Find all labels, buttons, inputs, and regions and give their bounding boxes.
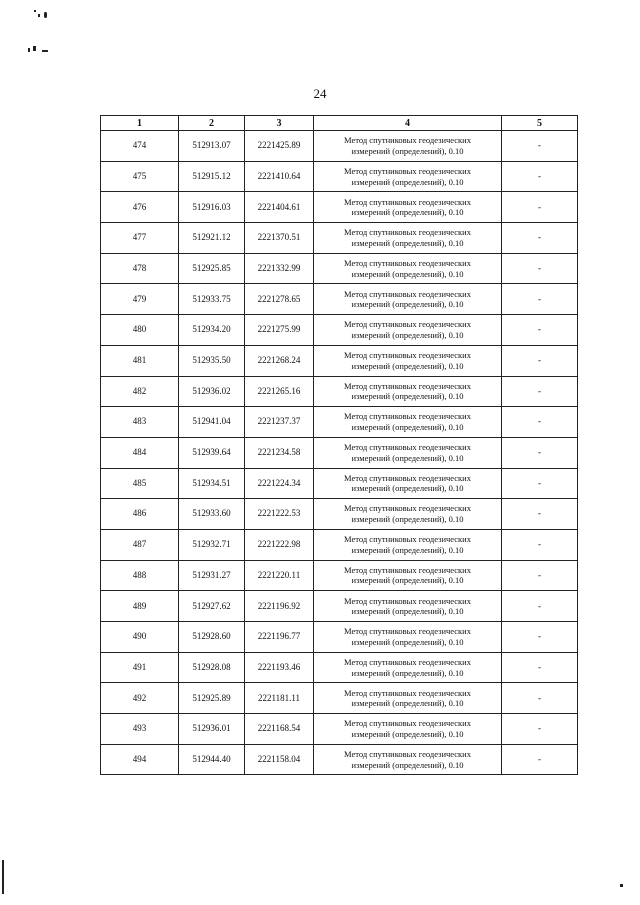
table-row: [101, 315, 578, 346]
table-row: [101, 253, 578, 284]
method-text: Метод спутниковых геодезических: [344, 748, 471, 759]
method-text: Метод спутниковых геодезических: [344, 442, 471, 453]
method-text: измерений (определений), 0.10: [351, 329, 464, 340]
method-text: Метод спутниковых геодезических: [344, 687, 471, 698]
method-text: измерений (определений), 0.10: [351, 360, 464, 371]
method-text: Метод спутниковых геодезических: [344, 319, 471, 330]
note-cell: -: [502, 622, 578, 653]
table-row: [101, 468, 578, 499]
note-cell: -: [502, 131, 578, 162]
method-text: измерений (определений), 0.10: [351, 483, 464, 494]
method-text: Метод спутниковых геодезических: [344, 135, 471, 146]
table-row: [101, 284, 578, 315]
y-coordinate-cell: 2221181.11: [245, 683, 314, 714]
y-coordinate-cell: 2221224.34: [245, 468, 314, 499]
note-cell: -: [502, 161, 578, 192]
x-coordinate-cell: 512913.07: [179, 131, 245, 162]
table-header-row: [101, 116, 578, 131]
point-number-cell: 492: [101, 683, 179, 714]
method-text: измерений (определений), 0.10: [351, 176, 464, 187]
method-text: измерений (определений), 0.10: [351, 237, 464, 248]
point-number-cell: 475: [101, 161, 179, 192]
method-cell: [314, 253, 502, 284]
page-number: 24: [313, 86, 327, 101]
scan-mark: [38, 14, 40, 17]
method-text: измерений (определений), 0.10: [351, 636, 464, 647]
point-number-cell: 486: [101, 499, 179, 530]
x-coordinate-cell: 512925.89: [179, 683, 245, 714]
point-number-cell: 489: [101, 591, 179, 622]
note-cell: -: [502, 407, 578, 438]
x-coordinate-cell: 512933.75: [179, 284, 245, 315]
x-coordinate-cell: 512916.03: [179, 192, 245, 223]
table-row: [101, 714, 578, 745]
point-number-cell: 491: [101, 652, 179, 683]
y-coordinate-cell: 2221370.51: [245, 223, 314, 254]
column-header: 4: [314, 116, 502, 131]
table-row: [101, 161, 578, 192]
note-cell: -: [502, 345, 578, 376]
note-cell: -: [502, 315, 578, 346]
note-cell: -: [502, 223, 578, 254]
scan-mark: [42, 50, 48, 52]
x-coordinate-cell: 512932.71: [179, 529, 245, 560]
method-text: Метод спутниковых геодезических: [344, 350, 471, 361]
method-cell: [314, 714, 502, 745]
x-coordinate-cell: 512927.62: [179, 591, 245, 622]
x-coordinate-cell: 512936.01: [179, 714, 245, 745]
note-cell: -: [502, 437, 578, 468]
method-text: Метод спутниковых геодезических: [344, 472, 471, 483]
method-text: Метод спутниковых геодезических: [344, 411, 471, 422]
point-number-cell: 482: [101, 376, 179, 407]
method-text: Метод спутниковых геодезических: [344, 564, 471, 575]
method-text: измерений (определений), 0.10: [351, 391, 464, 402]
x-coordinate-cell: 512933.60: [179, 499, 245, 530]
y-coordinate-cell: 2221332.99: [245, 253, 314, 284]
x-coordinate-cell: 512925.85: [179, 253, 245, 284]
point-number-cell: 480: [101, 315, 179, 346]
method-cell: [314, 529, 502, 560]
x-coordinate-cell: 512928.08: [179, 652, 245, 683]
method-cell: [314, 591, 502, 622]
method-cell: [314, 131, 502, 162]
note-cell: -: [502, 714, 578, 745]
y-coordinate-cell: 2221220.11: [245, 560, 314, 591]
table-row: [101, 131, 578, 162]
method-cell: [314, 683, 502, 714]
note-cell: -: [502, 284, 578, 315]
table-row: [101, 376, 578, 407]
method-cell: [314, 407, 502, 438]
column-header: 1: [101, 116, 179, 131]
y-coordinate-cell: 2221168.54: [245, 714, 314, 745]
note-cell: -: [502, 529, 578, 560]
method-cell: [314, 652, 502, 683]
method-text: измерений (определений), 0.10: [351, 422, 464, 433]
point-number-cell: 493: [101, 714, 179, 745]
method-text: измерений (определений), 0.10: [351, 728, 464, 739]
table-row: [101, 192, 578, 223]
method-text: измерений (определений), 0.10: [351, 268, 464, 279]
x-coordinate-cell: 512944.40: [179, 744, 245, 775]
point-number-cell: 494: [101, 744, 179, 775]
method-cell: [314, 499, 502, 530]
method-cell: [314, 622, 502, 653]
table-row: [101, 560, 578, 591]
y-coordinate-cell: 2221268.24: [245, 345, 314, 376]
method-text: измерений (определений), 0.10: [351, 759, 464, 770]
method-cell: [314, 468, 502, 499]
method-text: измерений (определений), 0.10: [351, 452, 464, 463]
note-cell: -: [502, 376, 578, 407]
table-row: [101, 529, 578, 560]
point-number-cell: 477: [101, 223, 179, 254]
table-row: [101, 407, 578, 438]
table-row: [101, 223, 578, 254]
method-text: Метод спутниковых геодезических: [344, 595, 471, 606]
y-coordinate-cell: 2221158.04: [245, 744, 314, 775]
scan-mark: [28, 48, 30, 52]
table-row: [101, 499, 578, 530]
point-number-cell: 484: [101, 437, 179, 468]
point-number-cell: 478: [101, 253, 179, 284]
y-coordinate-cell: 2221196.77: [245, 622, 314, 653]
note-cell: -: [502, 192, 578, 223]
method-cell: [314, 345, 502, 376]
y-coordinate-cell: 2221237.37: [245, 407, 314, 438]
y-coordinate-cell: 2221425.89: [245, 131, 314, 162]
x-coordinate-cell: 512934.51: [179, 468, 245, 499]
point-number-cell: 487: [101, 529, 179, 560]
y-coordinate-cell: 2221193.46: [245, 652, 314, 683]
method-text: измерений (определений), 0.10: [351, 606, 464, 617]
method-text: измерений (определений), 0.10: [351, 575, 464, 586]
y-coordinate-cell: 2221222.53: [245, 499, 314, 530]
point-number-cell: 479: [101, 284, 179, 315]
x-coordinate-cell: 512934.20: [179, 315, 245, 346]
note-cell: -: [502, 744, 578, 775]
note-cell: -: [502, 652, 578, 683]
method-text: измерений (определений), 0.10: [351, 667, 464, 678]
point-number-cell: 474: [101, 131, 179, 162]
method-cell: [314, 161, 502, 192]
x-coordinate-cell: 512931.27: [179, 560, 245, 591]
table-row: [101, 622, 578, 653]
method-text: Метод спутниковых геодезических: [344, 534, 471, 545]
y-coordinate-cell: 2221234.58: [245, 437, 314, 468]
coordinates-table: [100, 115, 578, 775]
x-coordinate-cell: 512921.12: [179, 223, 245, 254]
method-cell: [314, 192, 502, 223]
table-row: [101, 345, 578, 376]
method-cell: [314, 223, 502, 254]
point-number-cell: 481: [101, 345, 179, 376]
method-cell: [314, 284, 502, 315]
y-coordinate-cell: 2221265.16: [245, 376, 314, 407]
table-row: [101, 683, 578, 714]
y-coordinate-cell: 2221275.99: [245, 315, 314, 346]
method-text: Метод спутниковых геодезических: [344, 165, 471, 176]
method-text: Метод спутниковых геодезических: [344, 380, 471, 391]
note-cell: -: [502, 253, 578, 284]
x-coordinate-cell: 512928.60: [179, 622, 245, 653]
method-text: Метод спутниковых геодезических: [344, 718, 471, 729]
y-coordinate-cell: 2221196.92: [245, 591, 314, 622]
note-cell: -: [502, 591, 578, 622]
method-cell: [314, 744, 502, 775]
method-text: Метод спутниковых геодезических: [344, 227, 471, 238]
column-header: 5: [502, 116, 578, 131]
point-number-cell: 490: [101, 622, 179, 653]
scan-mark: [33, 46, 36, 51]
scan-mark: [44, 12, 47, 18]
method-text: измерений (определений), 0.10: [351, 698, 464, 709]
note-cell: -: [502, 560, 578, 591]
method-text: Метод спутниковых геодезических: [344, 257, 471, 268]
method-cell: [314, 560, 502, 591]
table-row: [101, 591, 578, 622]
method-text: Метод спутниковых геодезических: [344, 656, 471, 667]
point-number-cell: 485: [101, 468, 179, 499]
point-number-cell: 483: [101, 407, 179, 438]
note-cell: -: [502, 499, 578, 530]
table-row: [101, 744, 578, 775]
method-text: Метод спутниковых геодезических: [344, 288, 471, 299]
method-text: измерений (определений), 0.10: [351, 514, 464, 525]
method-text: измерений (определений), 0.10: [351, 299, 464, 310]
y-coordinate-cell: 2221410.64: [245, 161, 314, 192]
method-cell: [314, 376, 502, 407]
method-text: Метод спутниковых геодезических: [344, 626, 471, 637]
note-cell: -: [502, 683, 578, 714]
y-coordinate-cell: 2221222.98: [245, 529, 314, 560]
scan-mark: [620, 884, 623, 887]
y-coordinate-cell: 2221278.65: [245, 284, 314, 315]
column-header: 2: [179, 116, 245, 131]
method-cell: [314, 315, 502, 346]
y-coordinate-cell: 2221404.61: [245, 192, 314, 223]
point-number-cell: 488: [101, 560, 179, 591]
x-coordinate-cell: 512936.02: [179, 376, 245, 407]
scan-mark: [34, 10, 36, 12]
x-coordinate-cell: 512941.04: [179, 407, 245, 438]
method-cell: [314, 437, 502, 468]
point-number-cell: 476: [101, 192, 179, 223]
method-text: Метод спутниковых геодезических: [344, 196, 471, 207]
column-header: 3: [245, 116, 314, 131]
method-text: Метод спутниковых геодезических: [344, 503, 471, 514]
table-row: [101, 652, 578, 683]
method-text: измерений (определений), 0.10: [351, 207, 464, 218]
method-text: измерений (определений), 0.10: [351, 544, 464, 555]
note-cell: -: [502, 468, 578, 499]
scan-edge-line: [2, 860, 4, 894]
table-row: [101, 437, 578, 468]
x-coordinate-cell: 512939.64: [179, 437, 245, 468]
x-coordinate-cell: 512915.12: [179, 161, 245, 192]
method-text: измерений (определений), 0.10: [351, 145, 464, 156]
x-coordinate-cell: 512935.50: [179, 345, 245, 376]
